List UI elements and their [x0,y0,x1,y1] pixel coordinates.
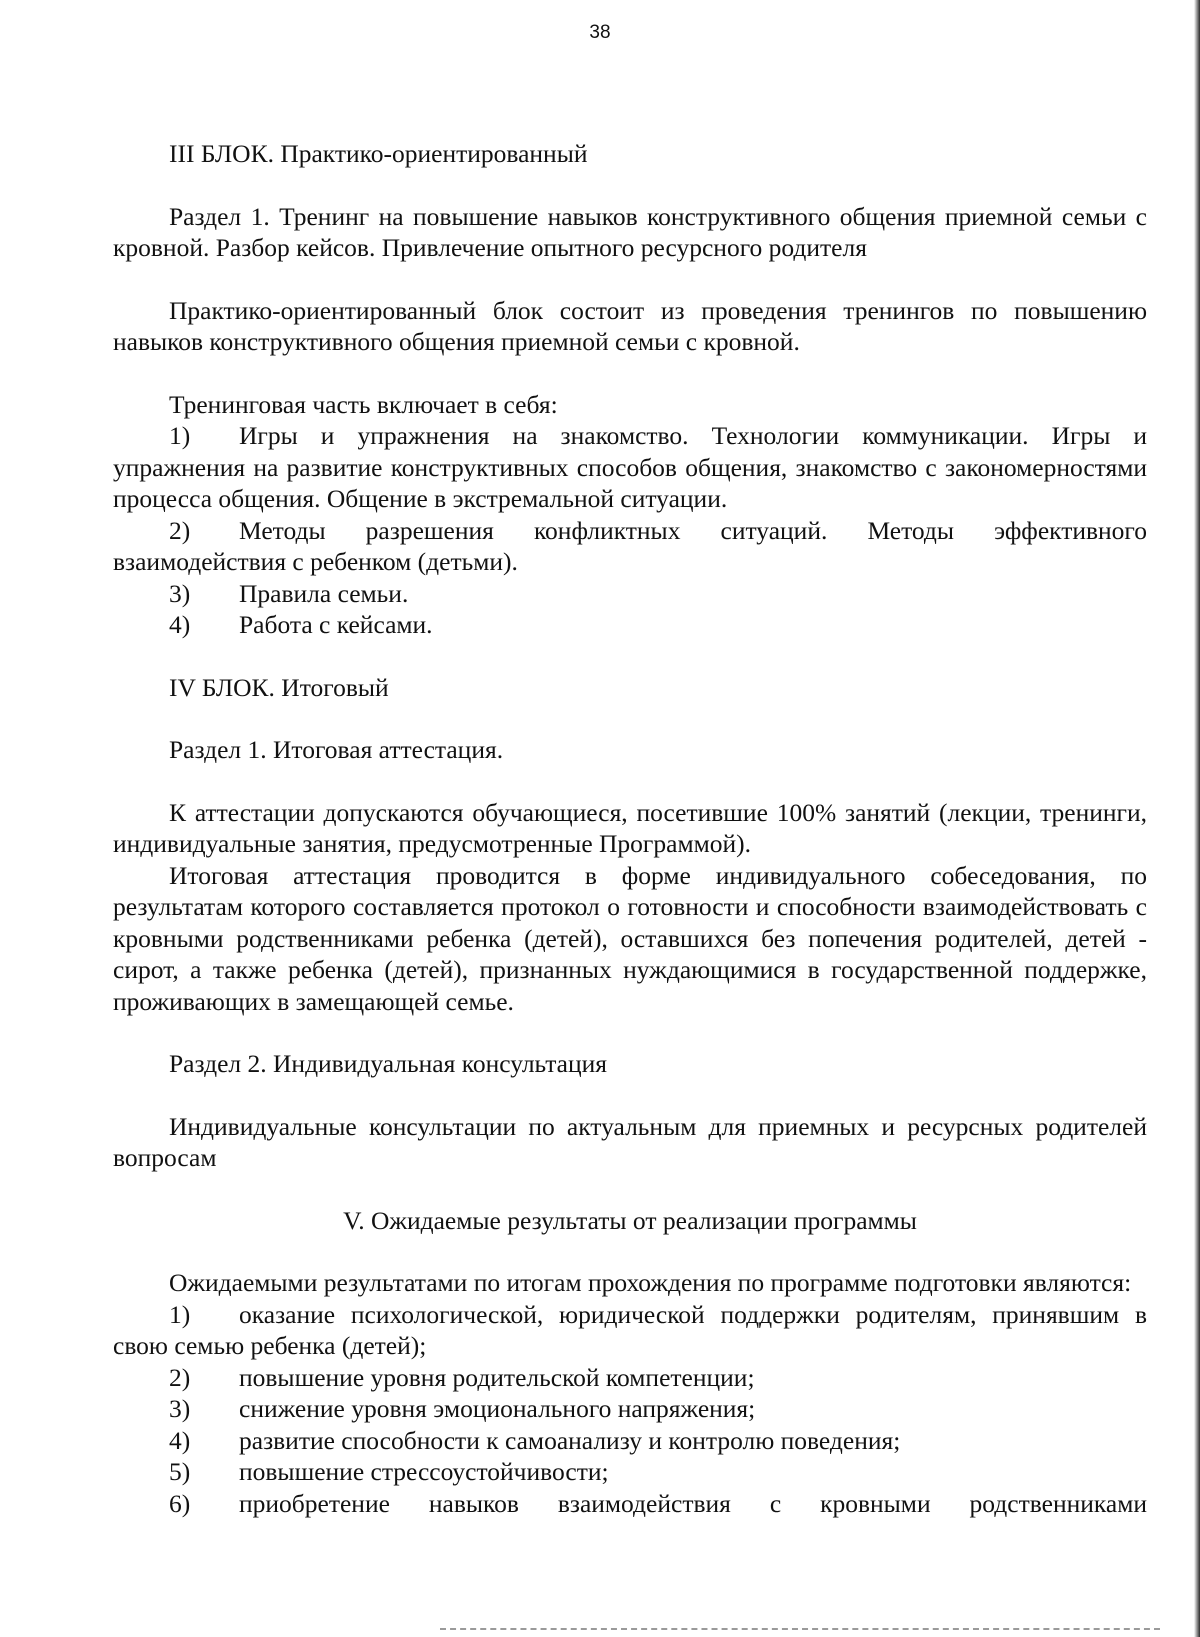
result-item-text: повышение стрессоустойчивости; [239,1457,609,1486]
attestation-admission-text: К аттестации допускаются обучающиеся, посетившие 100% занятий (лекции, тренинги, индивидуальные занятия, предусмотренные Программой). [113,797,1147,858]
result-item [113,1362,1147,1394]
result-item-number: 4) [169,1425,191,1455]
scan-edge [1194,0,1200,1637]
block4-section1-title: Раздел 1. Итоговая аттестация. [169,735,504,764]
attestation-form-text: Итоговая аттестация проводится в форме индивидуального собеседования, по результатам которого составляется протокол о готовности и способности взаимодействовать с кровными родственниками ребенка (детей), оставшихся без попечения родителей, детей - сирот, а также ребенка (детей), признанных нуждающимися в государственной поддержке, проживающих в замещающей семье. [113,860,1147,1016]
page-number: 38 [589,22,611,43]
result-item-number: 1) [169,1299,191,1329]
training-item-text: Работа с кейсами. [239,610,433,639]
training-lead: Тренинговая часть включает в себя: [169,389,558,419]
training-item-number: 2) [169,515,191,545]
result-item-text: снижение уровня эмоционального напряжения; [239,1394,756,1423]
result-item [113,1393,1147,1425]
result-item [113,1456,1147,1488]
result-item-text: приобретение навыков взаимодействия с кровными родственниками [239,1488,1147,1518]
training-item-text: Игры и упражнения на знакомство. Технологии коммуникации. Игры и упражнения на развитие конструктивных способов общения, знакомство с закономерностями процесса общения. Общение в экстремальной ситуации. [113,421,1147,513]
result-item-number: 6) [169,1488,191,1518]
block4-title: IV БЛОК. Итоговый [169,672,389,702]
result-item-text: повышение уровня родительской компетенции; [239,1362,755,1392]
training-item [113,578,1147,610]
result-item-number: 2) [169,1362,191,1392]
block3-intro: Практико-ориентированный блок состоит из проведения тренингов по повышению навыков конструктивного общения приемной семьи с кровной. [113,295,1147,356]
result-item-text: развитие способности к самоанализу и контролю поведения; [239,1425,901,1455]
result-item [113,1425,1147,1457]
result-item [113,1488,1147,1520]
scan-bottom-line [440,1628,1160,1632]
result-item-text: оказание психологической, юридической поддержки родителям, принявшим в свою семью ребенка (детей); [113,1299,1147,1360]
training-item [113,609,1147,641]
result-item [113,1299,1147,1362]
result-item-number: 5) [169,1457,191,1486]
training-item-number: 1) [169,421,191,450]
results-lead: Ожидаемыми результатами по итогам прохождения по программе подготовки являются: [169,1268,1132,1297]
consultation-text: Индивидуальные консультации по актуальным для приемных и ресурсных родителей вопросам [113,1111,1147,1172]
section5-title: V. Ожидаемые результаты от реализации программы [343,1205,917,1235]
training-item [113,515,1147,578]
block3-title: III БЛОК. Практико-ориентированный [169,139,588,168]
training-item-number: 4) [169,610,191,639]
training-item-text: Правила семьи. [239,578,409,608]
block4-section2-title: Раздел 2. Индивидуальная консультация [169,1049,608,1078]
training-item-number: 3) [169,578,191,608]
block3-section1-title: Раздел 1. Тренинг на повышение навыков конструктивного общения приемной семьи с кровной. Разбор кейсов. Привлечение опытного ресурсного родителя [113,201,1147,262]
training-item [113,420,1147,515]
document-body [113,138,1147,1519]
result-item-number: 3) [169,1394,191,1423]
training-item-text: Методы разрешения конфликтных ситуаций. Методы эффективного взаимодействия с ребенком (детьми). [113,515,1147,576]
